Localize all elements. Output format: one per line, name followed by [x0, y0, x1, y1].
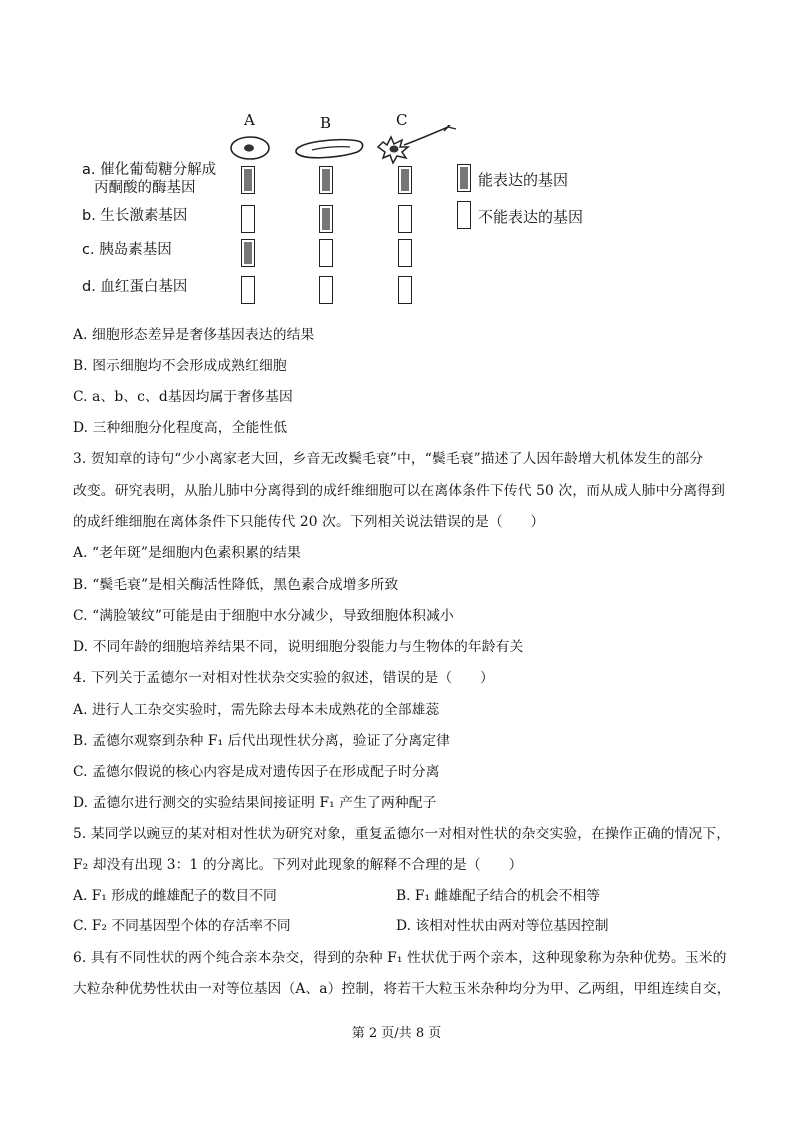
q5-option-a: A. F₁ 形成的雌雄配子的数目不同 — [73, 888, 277, 904]
q5-option-d: D. 该相对性状由两对等位基因控制 — [396, 918, 609, 934]
unexpressed-gene-box — [398, 239, 412, 267]
gene-expression-figure — [80, 105, 600, 310]
expressed-gene-box — [319, 205, 333, 233]
q2-option-a: A. 细胞形态差异是奢侈基因表达的结果 — [73, 327, 315, 343]
q3-option-c: C. “满脸皱纹”可能是由于细胞中水分减少，导致细胞体积减小 — [73, 608, 454, 624]
q4-option-c: C. 孟德尔假说的核心内容是成对遗传因子在形成配子时分离 — [73, 764, 440, 780]
cell-c-icon — [378, 125, 456, 163]
cell-drawings — [220, 125, 480, 170]
q4-stem: 4. 下列关于孟德尔一对相对性状杂交实验的叙述，错误的是（ ） — [73, 670, 494, 686]
gene-label-line1: c. 胰岛素基因 — [82, 242, 172, 258]
expressed-gene-box — [241, 239, 255, 267]
cell-b-icon — [296, 140, 363, 158]
q3-option-a: A. “老年斑”是细胞内色素积累的结果 — [73, 545, 301, 561]
q5-stem-line-1: 5. 某同学以豌豆的某对相对性状为研究对象，重复孟德尔一对相对性状的杂交实验，在操作正确的情况下， — [73, 826, 731, 842]
legend-not-expressed-label: 不能表达的基因 — [478, 208, 584, 226]
q2-option-b: B. 图示细胞均不会形成成熟红细胞 — [73, 358, 287, 374]
unexpressed-gene-box — [241, 205, 255, 233]
q4-option-d: D. 孟德尔进行测交的实验结果间接证明 F₁ 产生了两种配子 — [73, 795, 437, 811]
legend-not-expressed-swatch — [457, 201, 471, 229]
legend-expressed-swatch — [457, 164, 471, 192]
page-number: 第 2 页/共 8 页 — [351, 1026, 442, 1041]
q3-stem-line-1: 3. 贺知章的诗句“少小离家老大回，乡音无改鬓毛衰”中，“鬓毛衰”描述了人因年龄增大机体发生的部分 — [73, 451, 704, 467]
unexpressed-gene-box — [398, 205, 412, 233]
cell-label-c: C — [396, 111, 408, 129]
q4-option-b: B. 孟德尔观察到杂种 F₁ 后代出现性状分离，验证了分离定律 — [73, 733, 451, 749]
q5-stem-line-2: F₂ 却没有出现 3：1 的分离比。下列对此现象的解释不合理的是（ ） — [73, 857, 523, 873]
q2-option-d: D. 三种细胞分化程度高，全能性低 — [73, 420, 288, 436]
q2-option-c: C. a、b、c、d基因均属于奢侈基因 — [73, 389, 293, 405]
q3-option-b: B. “鬓毛衰”是相关酶活性降低，黑色素合成增多所致 — [73, 577, 399, 593]
gene-label-line1: a. 催化葡萄糖分解成 — [82, 162, 217, 178]
gene-label-line2: 丙酮酸的酶基因 — [94, 180, 196, 196]
q5-option-b: B. F₁ 雌雄配子结合的机会不相等 — [396, 888, 600, 904]
expressed-gene-box — [241, 166, 255, 194]
cell-a-icon — [231, 137, 269, 159]
gene-label-line1: d. 血红蛋白基因 — [82, 279, 188, 295]
q6-stem-line-1: 6. 具有不同性状的两个纯合亲本杂交，得到的杂种 F₁ 性状优于两个亲本，这种现象称为杂种优势。玉米的 — [73, 950, 727, 966]
legend-expressed-label: 能表达的基因 — [478, 171, 569, 189]
cell-label-b: B — [320, 114, 332, 132]
q5-option-c: C. F₂ 不同基因型个体的存活率不同 — [73, 918, 291, 934]
q6-stem-line-2: 大粒杂种优势性状由一对等位基因（A、a）控制，将若干大粒玉米杂种均分为甲、乙两组，甲组连续自交， — [73, 981, 731, 997]
q3-stem-line-2: 改变。研究表明，从胎儿肺中分离得到的成纤维细胞可以在离体条件下传代 50 次，而从成人肺中分离得到 — [73, 483, 726, 499]
q4-option-a: A. 进行人工杂交实验时，需先除去母本未成熟花的全部雄蕊 — [73, 702, 440, 718]
expressed-gene-box — [398, 166, 412, 194]
unexpressed-gene-box — [398, 276, 412, 304]
q3-stem-line-3: 的成纤维细胞在离体条件下只能传代 20 次。下列相关说法错误的是（ ） — [73, 514, 545, 530]
unexpressed-gene-box — [319, 276, 333, 304]
cell-label-a: A — [244, 111, 255, 129]
expressed-gene-box — [319, 166, 333, 194]
unexpressed-gene-box — [241, 276, 255, 304]
q3-option-d: D. 不同年龄的细胞培养结果不同，说明细胞分裂能力与生物体的年龄有关 — [73, 639, 524, 655]
gene-label-line1: b. 生长激素基因 — [82, 208, 188, 224]
unexpressed-gene-box — [319, 239, 333, 267]
